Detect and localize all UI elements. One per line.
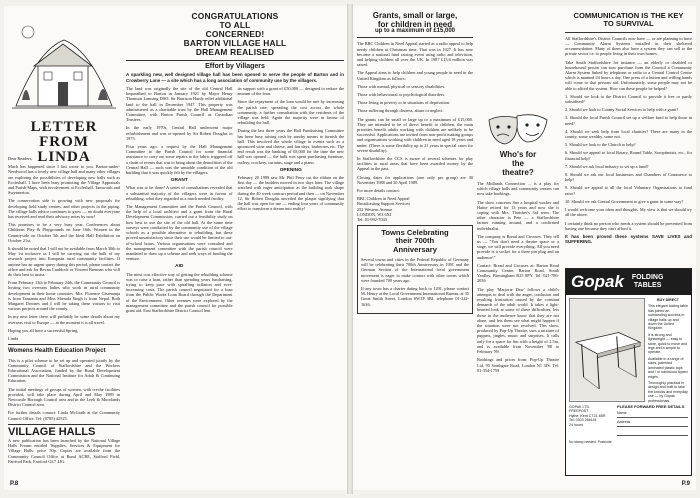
letter-paragraph: It should be noted that I will not be available from March 30th to May 1st inclusive as I will be carrying out the bulk of my research project into European rural community facilities. If anyone has an urgent query during this period, please contact the office and ask for Bevan Craddock or Vincent Brennan who will do their best to assist.: [8, 246, 120, 278]
communication-question: 7. Should we ask local industry to set up a fund?: [565, 163, 649, 169]
tagline-line: TABLES: [633, 282, 662, 289]
grants-paragraph: In Staffordshire the CCS is aware of several schemes for play facilities in rural areas that have been awarded money by the Appeal in the past.: [357, 156, 473, 172]
grants-paragraph: The grants can be small or large up to a maximum of £15,000. They are intended to be of direct benefit to children, the main priorities benefit adults working with children are unlikely to be successful. Applications are invited from non-profit making groups and organisations working with children in need aged 18 years and under. (There is some flexibility up to 21 years in special cases for severe disability).: [357, 116, 473, 153]
address-line: Tel: 0303 266181: [569, 418, 597, 423]
page-number-left: P.8: [10, 481, 19, 487]
congratulations-lead: A sparkling new, well designed village hall has been opened to serve the people of Barton and in Crowberry Lane — a site which has a long association of community use by the villagers.: [126, 72, 344, 83]
theatre-paragraph: The Midlands Connection ... is a play for which village halls and community centres can now take bookings.: [477, 181, 559, 197]
theatre-paragraph: The show concerns Sue a hospital worker and Hattie retired for 13 years and now she is coping with Mrs. Thatcher's 3rd term. The other character is Pete — a Staffordshire farmer running around, and a confirmed individualist.: [477, 199, 559, 231]
heading-line: BARTON VILLAGE HALL: [183, 38, 287, 48]
article-paragraph: In the early 1970s, Central Hall underwent major refurbishment and was re-opened by Sir Robert Douglas in 1975.: [126, 125, 233, 141]
village-illustration: [8, 10, 120, 118]
communication-question: 10. Should we ask Central Government to give a grant in some way?: [565, 198, 684, 204]
heading-line: TO SURVIVAL: [603, 19, 654, 29]
gopak-feature: It is strong and lightweight — easy to store, quick to move and legs and a simple to operate.: [648, 332, 688, 355]
coupon-heading: PLEASE FORWARD FREE DETAILS: [617, 404, 685, 409]
grant-subheading: GRANT: [170, 178, 188, 184]
heading-line: Towns Celebrating: [381, 228, 449, 238]
womens-health-paragraph: The initial meetings of groups of women, with creche facilities provided, will take place during April and May 1989 in Newcastle Borough Council area and in the Leek & Moorlands District Council area.: [8, 386, 120, 408]
letter-salutation: Dear Readers,: [8, 156, 33, 161]
gopak-advert: [565, 268, 692, 476]
address-line: GOPAK LTD.: [569, 405, 591, 409]
coupon-name-field[interactable]: Name: [617, 411, 688, 418]
address-line: BBC Children in Need Appeal: [357, 196, 410, 202]
towns-box: [357, 225, 473, 313]
heading-line: CONCERNED!: [205, 29, 265, 39]
towns-paragraph: Several towns and cities in the Federal Republic of Germany will be celebrating their 700th Anniversary in 1991 and the German Section of the International local government movement is eager to make contact with other towns which were founded 700 years ago.: [361, 256, 469, 283]
heading-line: CONGRATULATIONS: [191, 12, 279, 21]
letter-paragraph: Hoping you all have a successful Spring,: [8, 327, 79, 333]
divider: [357, 37, 473, 38]
grants-paragraph: Those with mental, physical or sensory disabilities.: [357, 83, 446, 89]
heading-line: DREAM REALISED: [195, 47, 275, 57]
heading-line: Anniversary: [393, 244, 437, 254]
congratulations-col2: [238, 86, 345, 316]
address-line: Hythe, Kent CT21 4BR: [569, 413, 606, 418]
heading-line: their 700th: [395, 236, 435, 246]
tagline-line: FOLDING: [631, 274, 664, 282]
buy-direct-label: BUY DIRECT: [657, 298, 679, 302]
article-paragraph: The Management Committee and the Parish Council, with the help of a local architect and a grant from the Rural Development Commission, carried out a feasibility study on how best to use the site of the old hall. At the same time surveys were conducted by the community use of the village schools as a possible alternative to rebuilding, but these proved unsatisfactory since their use would be limited to out-of-school hours. Various organisations were consulted and the management committee with the parish council were mandated to draw up a scheme and seek ways of funding the venture.: [126, 204, 233, 262]
theatre-paragraph: The play 'Marjorie Daw' follows a child's attempts to deal with the anger, confusion and resulting frustration caused by the constant demands of the adult world. It takes a light-hearted look at some of these difficulties, lets those in the audience know that they are not alone, and lets them see what might happen if the situation were not resolved. This show, produced by Pop-Up Theatre, uses a mixture of puppets, jingles, music and surprises. It calls only for a space for 6m with a height of 2.5m, and is available from November '88 to February '89.: [477, 286, 559, 355]
aid-subheading: AID: [175, 264, 184, 270]
letter-title-line: FROM: [39, 134, 89, 150]
letter-paragraph: The conservation side is growing with new proposals for developing field study centres, and other projects in the piping. The village halls advice continues to grow — no doubt everyone has received and read their advisory notes by now!: [8, 198, 120, 220]
divider: [565, 32, 692, 33]
heading-line: TO ALL: [219, 20, 251, 30]
gopak-feature: Thoroughly practical in design and built to take the knocks and everyday use — by Gopak professionals.: [648, 380, 688, 403]
womens-health-paragraph: This is a pilot scheme to be set up and operated jointly by the Community Council of Staffordshire and the Workers Educational Association, funded by the Rural Development Commission and the National Institute for Adult & Continuing Education.: [8, 357, 120, 384]
grants-heading: [357, 12, 473, 29]
towns-paragraph: If any town has a charter dating back to 1291, please contact M. Henry at the Local Government International Bureau, at 35 Great Smith Street, London SW1P 3BJ, telephone 01-222-1636.: [361, 285, 469, 307]
gopak-feature: This elegant folding table has joined an outstanding success in village halls up and down the United Kingdom.: [648, 304, 688, 331]
heading-line: for children in need: [377, 19, 453, 29]
heading-line: Who's for: [499, 150, 537, 159]
article-paragraph: its support with a grant of £50,000 — designed to reduce the amount of the loan.: [237, 86, 344, 97]
congratulations-subheading: Effort by Villagers: [205, 63, 265, 70]
village-halls-title: VILLAGE HALLS: [8, 425, 96, 438]
theatre-paragraph: Contact: Bread and Circuses at: Barton Road Community Centre, Barton Road, South Yardley, Birmingham B25 8PY. Tel: 021-786-2036: [477, 262, 559, 284]
address-line: LONDON, W3 6XJ: [357, 211, 392, 217]
grants-paragraph: For more details contact:: [357, 188, 400, 194]
gopak-footer: [566, 405, 691, 438]
page-number-right: P.9: [681, 481, 690, 487]
address-line: 252 Western Avenue: [357, 206, 393, 212]
folding-table-photo: [569, 298, 645, 402]
left-page: [4, 6, 347, 490]
opening-subheading: OPENING: [279, 167, 302, 173]
gopak-address: [569, 405, 613, 438]
communication-question: 6. Should we appeal to local Rotary, Round Table, Soroptimists, etc., for financial help?: [565, 150, 692, 161]
letter-title-line: LINDA: [37, 149, 91, 165]
coupon-address-field[interactable]: Address: [617, 420, 688, 427]
grants-address: [357, 196, 473, 222]
article-paragraph: What was to be done? A series of consultations revealed that a substantial majority of the villagers were in favour of rebuilding, what they regarded as a much needed facility.: [126, 185, 233, 201]
communication-paragraph: Take South Staffordshire for instance — an elderly or disabled or housebound person can now purchase from the Council a Community Alarm System linked by telephone or radio to a Central Control Centre which is manned 24 hours a day. One press of a button and willing hands will come to that persons aid. Unfortunately, some people may not be able to afford the system. How can these people be helped?: [565, 59, 692, 91]
communication-heading: [565, 12, 692, 29]
communication-closing: It has been proved these systems SAVE LIVES and SUFFERING.: [565, 233, 692, 245]
gopak-logo: Gopak: [571, 272, 624, 291]
theatre-paragraph: Bookings and prices from: Pop-Up Theatre Ltd, 95 Southgate Road, London N1 3JS. Tel: 01-354-1759: [477, 357, 559, 373]
communication-paragraph: I certainly think no person who needs a system should be prevented from having one because they can't afford it.: [565, 220, 692, 231]
heading-line: Grants, small or large,: [372, 12, 458, 20]
article-paragraph: The most cost effective way of getting the rebuilding scheme was to raise a loan, rather than spending years fundraising, trying to keep pace with spiralling inflation and ever-increasing costs. The parish council negotiated for a loan from the Public Works Loan Board through the Department of the Environment. Other avenues were explored by the management committee and the parish council for possible grant aid. East Staffordshire District Council lent: [126, 271, 233, 313]
letter-title-line: LETTER: [30, 119, 98, 135]
grants-paragraph: Those with behavioural or psychological disorders.: [357, 92, 446, 98]
coupon-note: No stamp needed. Postcode: [569, 440, 612, 445]
grants-paragraph: Those suffering through distress, abuse or neglect.: [357, 108, 444, 114]
gopak-coupon: [617, 405, 688, 438]
towns-heading: [361, 229, 469, 254]
communication-intro: All Staffordshire's District Councils now have — or are planning to have — Community Alarm Systems installed in their sheltered accommodation. Many of them also have a system they can sell to the private sector i.e. to people living in their own homes.: [565, 35, 692, 57]
divider: [8, 424, 120, 425]
womens-health-title: Womens Health Education Project: [8, 348, 106, 355]
grants-paragraph: Closing dates for applications (one only per group) are 30 November 1988 and 30 April 1989.: [357, 174, 473, 185]
article-paragraph: During the last three years the Hall Fundraising Committee has been busy raising cash by sundry means to furnish the hall. This involved the whole village in events such as a sponsored wine and cheese, and fun days, barbecues etc. The end result was the banking of £8,000 for the time the new hall was opened — the bulk was spent purchasing furniture, cutlery, crockery, curtains, stage and a piano.: [237, 128, 344, 165]
communication-question: 3. Should the local Parish Council set up a welfare fund to help those in need?: [565, 115, 692, 126]
heading-line: COMMUNICATION IS THE KEY: [573, 12, 684, 20]
letter-paragraph: In my next letter there will probably be some details about my overseas visit to Europe — at the moment it is all travel.: [8, 314, 120, 325]
letter-paragraph: From February 13th to February 24th, the Community Council is hosting two overseas ladies who work in rural community development in their home countries. Mrs. Florence Gisemanja is from Tanzania and Miss Sherada Singh is from Nepal. Both Margaret Downes and I will be taking these visitors to visit various projects around the county.: [8, 280, 120, 312]
grants-subheading: up to a maximum of £15,000: [374, 28, 456, 35]
article-paragraph: Since the repayment of the loan would be met by increasing the parish rate, spreading the cost across the whole community, a further consultation with the residents of the village was held. Again the majority were in favour of rebuilding the hall.: [237, 99, 344, 126]
gopak-banner: [566, 269, 691, 295]
communication-paragraph: I would welcome your ideas and thoughts. My view is that we should try all the above.: [565, 207, 692, 218]
grants-paragraph: The BBC Children in Need Appeal started as a radio appeal to help needy children at Christmas time. That was in 1927. It has now become a national fund raising event using radio and television, and helping children all over the UK. In 1987 £13.6 million was raised.: [357, 41, 473, 68]
communication-question: 1. Should we look to the District Council to provide it free or partly subsidised?: [565, 93, 692, 105]
letter-signature: Linda: [8, 336, 19, 342]
grants-column: [357, 12, 473, 478]
address-line: Broadcasting Support Services: [357, 201, 410, 207]
letter-title: [8, 120, 120, 165]
article-paragraph: February 20 1989 saw Mr. Phil Perry cut the ribbon on the first day — the builders moved in two days later. The village watched with eager anticipation as the building took shape during the 40 week contract period and then — on November 12, Sir Robert Douglas unveiled the plaque signifying that the hall was open for use — ending four years of community effort to transform a dream into reality!: [237, 175, 344, 212]
communication-question: 5. Should we look to the Church to help?: [565, 142, 636, 148]
letter-paragraph: Much has happened since I last wrote to you. Barton-under-Needwood has a lovely new village hall and many other villages are exploring the possibilities of developing new halls such as Eccleshall. I have been busy promoting the Village Appraisals and Parish Maps, with involvement at Eccleshall, Tamworth and Swynnerton.: [8, 164, 120, 196]
letter-paragraph: This promises to be a very busy year. Conferences about Childrens Play & Playgrounds on June 16th, Women in the Countryside on October 5th and the Ideal Hall Exhibition on October 21st.: [8, 222, 120, 243]
theatre-heading: [477, 150, 559, 177]
divider: [8, 344, 120, 345]
theatre-column: [477, 12, 559, 478]
congratulations-heading: [126, 12, 344, 57]
communication-question: 8. Should we ask our local businesses and Chambers of Commerce to help?: [565, 172, 692, 183]
gopak-features: [648, 298, 688, 402]
gopak-tagline: [632, 274, 664, 289]
address-line: 24 hours: [569, 422, 583, 427]
communication-question: 4. Should we seek help from local charities? There are many in the county, some wealthy, some not.: [565, 128, 692, 140]
communication-question: 2. Should we look to County Social Services to help with a grant?: [565, 107, 679, 113]
village-halls-paragraph: A new publication has been launched by the National Village Halls Forum entitled 'Supplies, Services & Equipment for Village Halls: price 50p. Copies are available from the Community Council Office at Rural ACRE, Stafford Field, Fairford Park, Fairford GL7 4JG.: [8, 437, 120, 464]
coupon-address-line[interactable]: [617, 429, 688, 436]
congratulations-body: [126, 86, 344, 316]
heading-line: the: [512, 159, 524, 168]
grants-paragraph: Those living in poverty or in situations of deprivation.: [357, 100, 451, 106]
congratulations-column: [126, 12, 344, 478]
article-paragraph: The land was originally the site of the old Central Hall bequeathed to Barton in January 1921 by Major Henry Thomson Lamsing DSO. Sir Barrison Hardy relief additional land to the hall in December 1947. This property was administered as a charitable trust by the Hall Management Committee, with Barton Parish Council as Custodian Trustees.: [126, 86, 233, 123]
letter-column: [8, 10, 120, 470]
right-page: [353, 6, 696, 490]
address-line: FREEPOST: [569, 409, 589, 414]
article-paragraph: Four years ago, a request by the Hall Management Committee to the Parish Council for some financial assistance to carry out some repairs to the fabric triggered off a chain of events that was to bring about the demolition of the Central Hall — such was the unstable condition of the old building that it was quickly felt by the villagers.: [126, 144, 233, 176]
grants-paragraph: The Appeal aims to help children and young people in need in the United Kingdom as follows:: [357, 70, 473, 81]
theatre-paragraph: The company is Bread and Circuses. They tell us — "You don't need a theatre space or a stage, we will provide everything. All you need provide is a socket for a three pin plug and an audience!": [477, 233, 559, 260]
gopak-body: [566, 295, 691, 405]
communication-question: 9. Should we appeal to all the local Voluntary Organisations to fund raise?: [565, 185, 692, 196]
theatre-masks-illustration: [477, 112, 559, 148]
womens-health-paragraph: For further details contact: Linda McGrath at the Community Council Office. Tel: (0785) 42525.: [8, 410, 120, 421]
heading-line: theatre?: [502, 168, 534, 177]
address-line: Tel: 01-992-7043: [357, 217, 387, 223]
divider: [126, 60, 344, 61]
congratulations-col1: [126, 86, 233, 316]
gopak-feature: Available in a range of sizes, patented laminated plastic tops and / or hardwood lipped edges.: [648, 356, 688, 379]
